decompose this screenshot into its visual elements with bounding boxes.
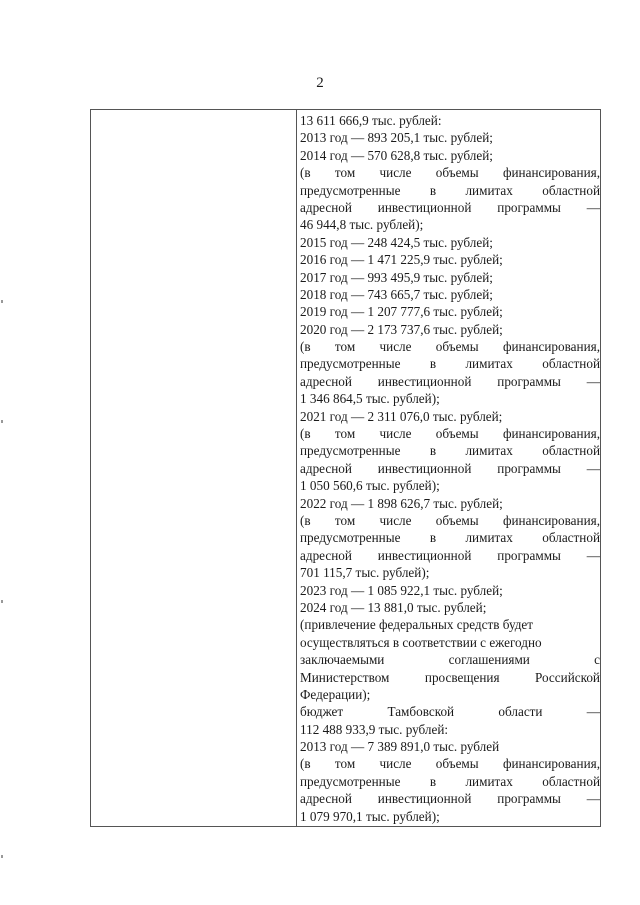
text-line: заключаемыми соглашениями с — [300, 652, 600, 668]
text-line: 2013 год — 893 205,1 тыс. рублей; — [300, 130, 493, 146]
content-table — [90, 109, 601, 827]
text-line: предусмотренные в лимитах областной — [300, 443, 600, 459]
text-line: (в том числе объемы финансирования, — [300, 756, 600, 772]
text-line: 2016 год — 1 471 225,9 тыс. рублей; — [300, 252, 503, 268]
text-line: 2023 год — 1 085 922,1 тыс. рублей; — [300, 582, 503, 598]
page-number: 2 — [316, 75, 324, 91]
text-line: Министерством просвещения Российской — [300, 669, 600, 685]
text-line: Федерации); — [300, 686, 371, 702]
text-line: бюджет Тамбовской области — — [300, 704, 600, 720]
text-line: адресной инвестиционной программы — — [300, 547, 600, 563]
text-line: 2017 год — 993 495,9 тыс. рублей; — [300, 269, 493, 285]
text-line: 2021 год — 2 311 076,0 тыс. рублей; — [300, 408, 503, 424]
text-line: 112 488 933,9 тыс. рублей: — [300, 721, 449, 737]
text-line: 701 115,7 тыс. рублей); — [300, 565, 430, 581]
table-right-cell — [297, 110, 600, 826]
text-line: адресной инвестиционной программы — — [300, 199, 600, 215]
text-line: (в том числе объемы финансирования, — [300, 426, 600, 442]
text-line: 2020 год — 2 173 737,6 тыс. рублей; — [300, 321, 503, 337]
text-line: 2015 год — 248 424,5 тыс. рублей; — [300, 234, 493, 250]
text-line: 1 079 970,1 тыс. рублей); — [300, 808, 440, 824]
text-line: 1 050 560,6 тыс. рублей); — [300, 478, 440, 494]
text-line: адресной инвестиционной программы — — [300, 791, 600, 807]
text-line: 13 611 666,9 тыс. рублей: — [300, 113, 442, 128]
text-line: адресной инвестиционной программы — — [300, 460, 600, 476]
text-line: предусмотренные в лимитах областной — [300, 182, 600, 198]
text-line: 2013 год — 7 389 891,0 тыс. рублей — [300, 739, 500, 755]
scan-edge-marks — [0, 0, 6, 905]
text-line: 2019 год — 1 207 777,6 тыс. рублей; — [300, 304, 503, 320]
text-line: предусмотренные в лимитах областной — [300, 773, 600, 789]
text-line: предусмотренные в лимитах областной — [300, 530, 600, 546]
text-line: 1 346 864,5 тыс. рублей); — [300, 391, 440, 407]
text-line: 46 944,8 тыс. рублей); — [300, 217, 424, 233]
table-left-cell — [91, 110, 297, 826]
text-line: 2018 год — 743 665,7 тыс. рублей; — [300, 286, 493, 302]
text-line: 2022 год — 1 898 626,7 тыс. рублей; — [300, 495, 503, 511]
financing-text — [300, 112, 600, 825]
text-line: (в том числе объемы финансирования, — [300, 512, 600, 528]
text-line: осуществляться в соответствии с ежегодно — [300, 634, 542, 650]
text-line: (привлечение федеральных средств будет — [300, 617, 534, 633]
text-line: адресной инвестиционной программы — — [300, 373, 600, 389]
text-line: 2014 год — 570 628,8 тыс. рублей; — [300, 147, 493, 163]
text-line: 2024 год — 13 881,0 тыс. рублей; — [300, 599, 487, 615]
text-line: (в том числе объемы финансирования, — [300, 339, 600, 355]
text-line: (в том числе объемы финансирования, — [300, 165, 600, 181]
text-line: предусмотренные в лимитах областной — [300, 356, 600, 372]
